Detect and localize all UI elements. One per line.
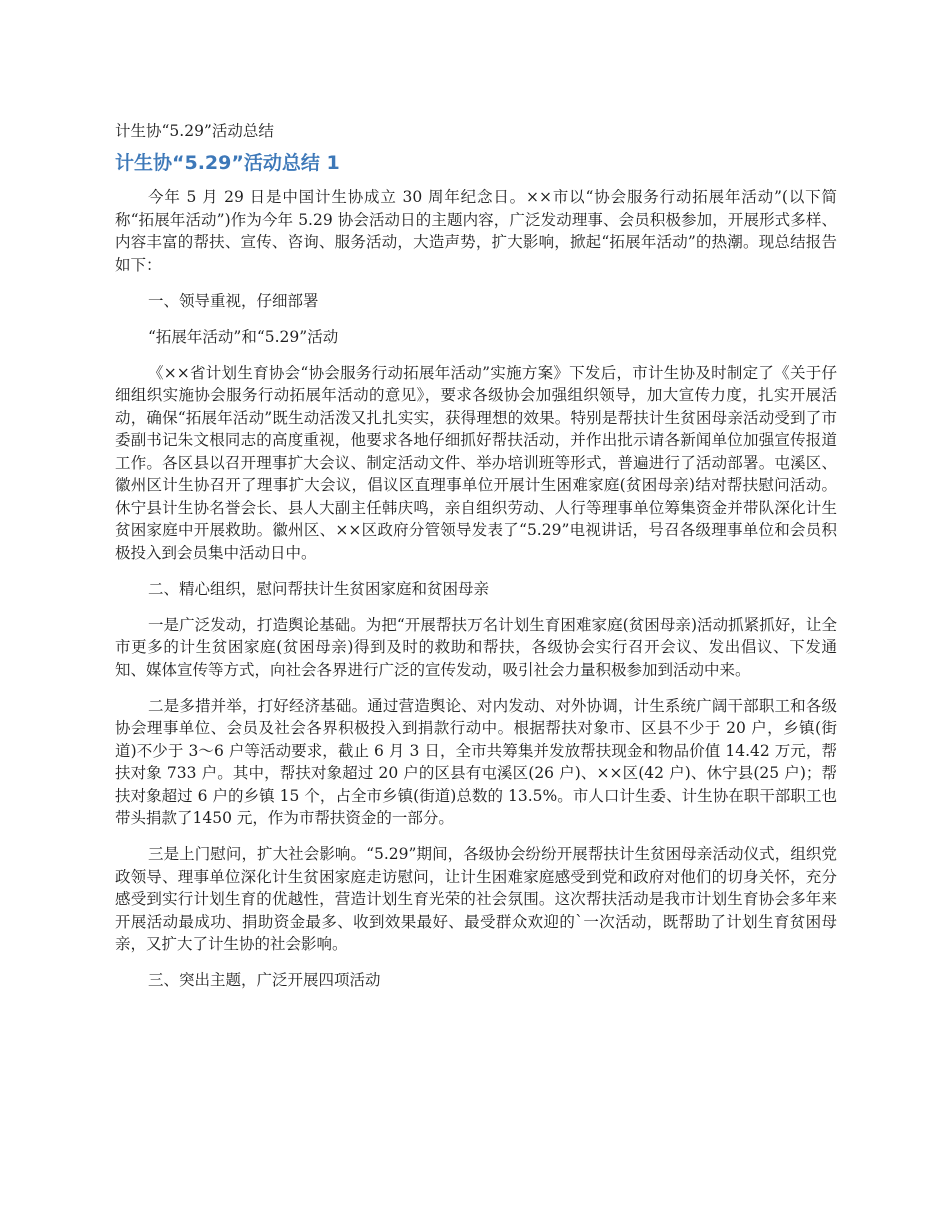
paragraph-funding: 二是多措并举，打好经济基础。通过营造舆论、对内发动、对外协调，计生系统广阔干部职工和各级协会理事单位、会员及社会各界积极投入到捐款行动中。根据帮扶对象市、区县不少于 20 户，乡镇(街道)不少于 3～6 户等活动要求，截止 6 月 3 日，全市共筹集并发放帮扶现金和物品价值 14.42 万元，帮扶对象 733 户。其中，帮扶对象超过 20 户的区县有屯溪区(26 户)、××区(42 户)、休宁县(25 户)；帮扶对象超过 6 户的乡镇 15 个，占全市乡镇(街道)总数的 13.5%。市人口计生委、计生协在职干部职工也带头捐款了1450 元，作为市帮扶资金的一部分。 — [115, 696, 837, 827]
paragraph-visits: 三是上门慰问，扩大社会影响。“5.29”期间，各级协会纷纷开展帮扶计生贫困母亲活动仪式，组织党政领导、理事单位深化计生贫困家庭走访慰问，让计生困难家庭感受到党和政府对他们的切身关怀，充分感受到实行计划生育的优越性，营造计划生育光荣的社会氛围。这次帮扶活动是我市计划生育协会多年来开展活动最成功、捐助资金最多、收到效果最好、最受群众欢迎的`一次活动，既帮助了计划生育贫困母亲，又扩大了计生协的社会影响。 — [115, 845, 837, 953]
paragraph-deployment: 《××省计划生育协会“协会服务行动拓展年活动”实施方案》下发后，市计生协及时制定了《关于仔细组织实施协会服务行动拓展年活动的意见》，要求各级协会加强组织领导，加大宣传力度，扎实开展活动，确保“拓展年活动”既生动活泼又扎扎实实，获得理想的效果。特别是帮扶计生贫困母亲活动受到了市委副书记朱文根同志的高度重视，他要求各地仔细抓好帮扶活动，并作出批示请各新闻单位加强宣传报道工作。各区县以召开理事扩大会议、制定活动文件、举办培训班等形式，普遍进行了活动部署。屯溪区、徽州区计生协召开了理事扩大会议，倡议区直理事单位开展计生困难家庭(贫困母亲)结对帮扶慰问活动。休宁县计生协名誉会长、县人大副主任韩庆鸣，亲自组织劳动、人行等理事单位筹集资金并带队深化计生贫困家庭中开展救助。徽州区、××区政府分管领导发表了“5.29”电视讲话，号召各级理事单位和会员积极投入到会员集中活动日中。 — [115, 363, 837, 562]
paragraph-intro: 今年 5 月 29 日是中国计生协成立 30 周年纪念日。××市以“协会服务行动拓展年活动”(以下简称“拓展年活动”)作为今年 5.29 协会活动日的主题内容，广泛发动理事、会员积极参加，开展形式多样、内容丰富的帮扶、宣传、咨询、服务活动，大造声势，扩大影响，掀起“拓展年活动”的热潮。现总结报告如下： — [115, 188, 837, 274]
section-heading: 计生协“5.29”活动总结 1 — [115, 152, 340, 174]
subsection-title: “拓展年活动”和“5.29”活动 — [148, 327, 339, 346]
paragraph-mobilization: 一是广泛发动，打造舆论基础。为把“开展帮扶万名计划生育困难家庭(贫困母亲)活动抓紧抓好，让全市更多的计生贫困家庭(贫困母亲)得到及时的救助和帮扶，各级协会实行召开会议、发出倡议、下发通知、媒体宣传等方式，向社会各界进行广泛的宣传发动，吸引社会力量积极参加到活动中来。 — [115, 615, 837, 679]
section-title-3: 三、突出主题，广泛开展四项活动 — [148, 971, 381, 989]
document-page — [115, 120, 837, 1005]
section-title-1: 一、领导重视，仔细部署 — [148, 291, 319, 310]
section-title-2: 二、精心组织，慰问帮扶计生贫困家庭和贫困母亲 — [148, 579, 490, 598]
document-title: 计生协“5.29”活动总结 — [115, 122, 274, 140]
